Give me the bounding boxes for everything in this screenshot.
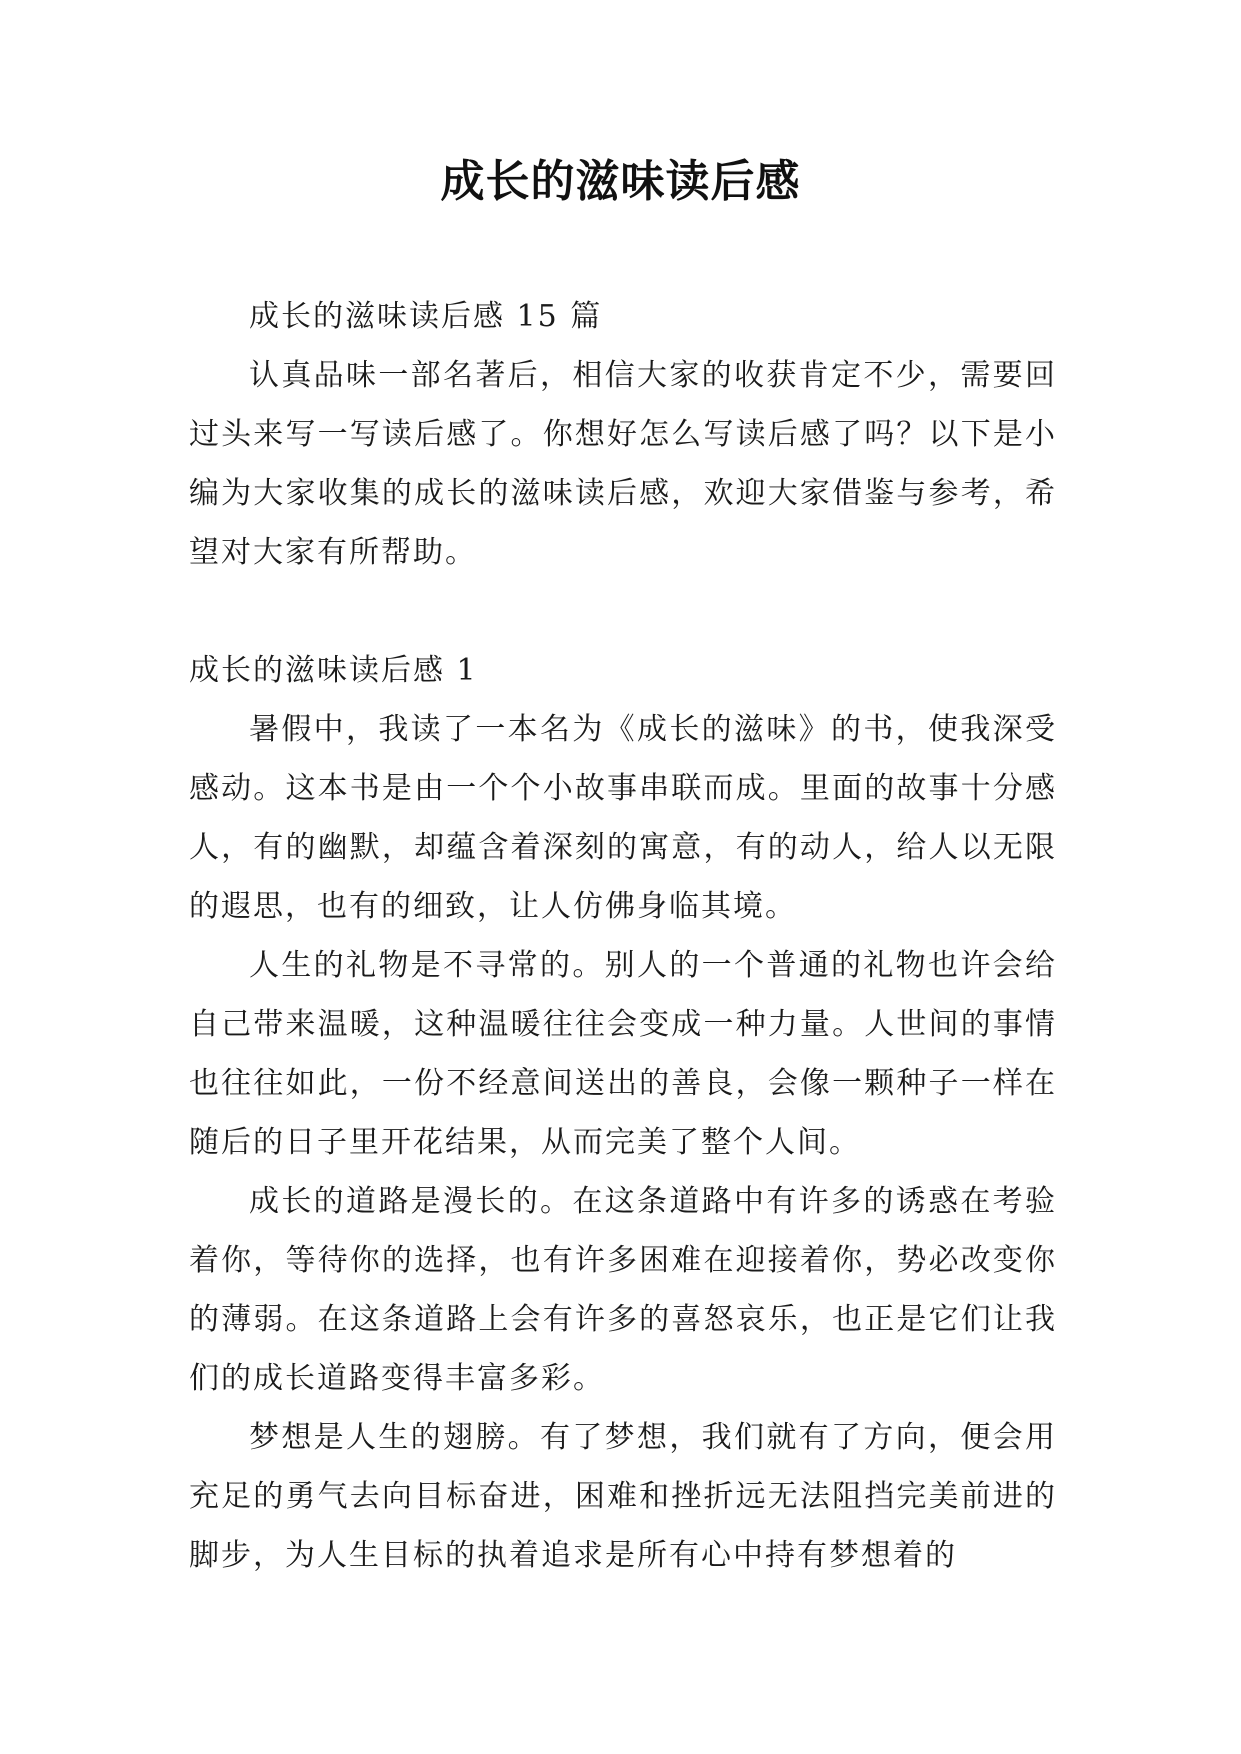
document-subtitle: 成长的滋味读后感 15 篇 xyxy=(249,299,603,334)
intro-paragraph: 认真品味一部名著后，相信大家的收获肯定不少，需要回过头来写一写读后感了。你想好怎么写读后感了吗？以下是小编为大家收集的成长的滋味读后感，欢迎大家借鉴与参考，希望对大家有所帮助。 xyxy=(189,358,1057,570)
body-paragraph-4: 梦想是人生的翅膀。有了梦想，我们就有了方向，便会用充足的勇气去向目标奋进，困难和挫折远无法阻挡完美前进的脚步，为人生目标的执着追求是所有心中持有梦想着的 xyxy=(189,1420,1057,1573)
body-paragraph-1: 暑假中，我读了一本名为《成长的滋味》的书，使我深受感动。这本书是由一个个小故事串联而成。里面的故事十分感人，有的幽默，却蕴含着深刻的寓意，有的动人，给人以无限的遐思，也有的细致，让人仿佛身临其境。 xyxy=(189,712,1057,924)
body-paragraph-2: 人生的礼物是不寻常的。别人的一个普通的礼物也许会给自己带来温暖，这种温暖往往会变成一种力量。人世间的事情也往往如此，一份不经意间送出的善良，会像一颗种子一样在随后的日子里开花结果，从而完美了整个人间。 xyxy=(189,948,1057,1160)
body-paragraph-3: 成长的道路是漫长的。在这条道路中有许多的诱惑在考验着你，等待你的选择，也有许多困难在迎接着你，势必改变你的薄弱。在这条道路上会有许多的喜怒哀乐，也正是它们让我们的成长道路变得丰富多彩。 xyxy=(189,1184,1057,1396)
section-heading: 成长的滋味读后感 1 xyxy=(189,653,478,688)
document-body xyxy=(189,287,1057,1585)
document-title: 成长的滋味读后感 xyxy=(440,156,801,207)
